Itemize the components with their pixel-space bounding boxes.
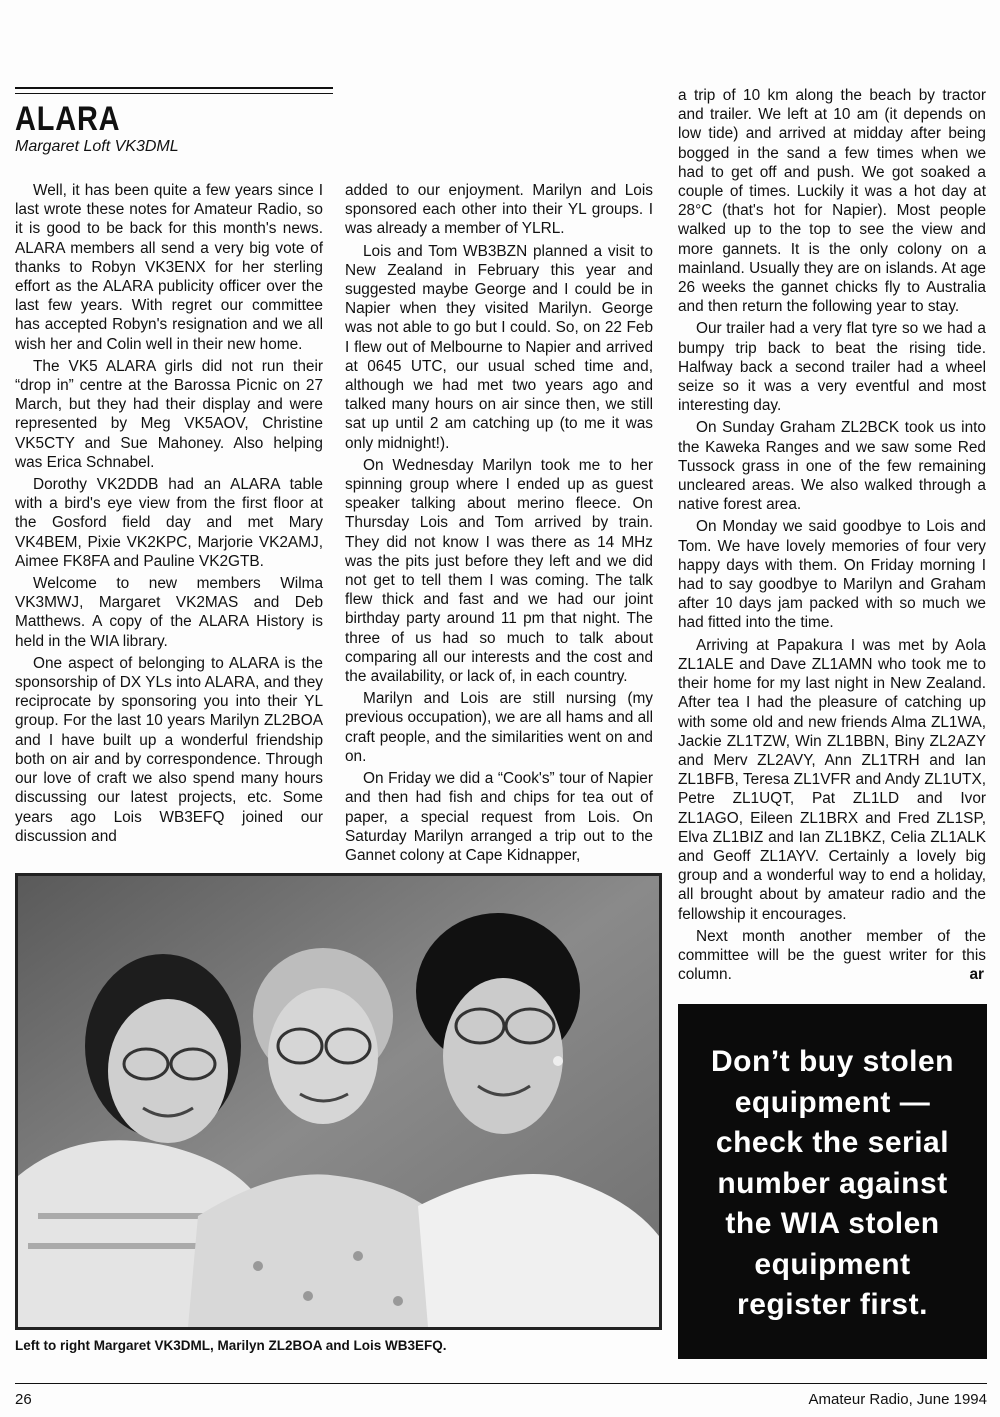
article-title: ALARA (15, 100, 121, 138)
header-rule (15, 87, 333, 89)
paragraph: Marilyn and Lois are still nursing (my previous occupation), we are all hams and all craft people, and the similarities went on and on. (345, 690, 653, 765)
paragraph: Well, it has been quite a few years since I last wrote these notes for Amateur Radio, so it is good to be back for this month's news. ALARA members all send a very big vote of thanks to Robyn VK3ENX for her sterling effort as the ALARA publicity officer over the last few years. With regret our committee has accepted Robyn's resignation and we all wish her and Colin well in their new home. (15, 182, 323, 353)
paragraph: On Monday we said goodbye to Lois and Tom. We have lovely memories of four very happy days with them. On Friday morning I had to say goodbye to Marilyn and Graham after 10 days jam packed with so much we had fitted into the time. (678, 518, 986, 632)
paragraph: On Wednesday Marilyn took me to her spinning group where I ended up as guest speaker talking about merino fleece. On Thursday Lois and Tom arrived by train. They did not know I was there as 14 MHz was the pits just before they left and we did not get to tell them I was coming. The talk flew thick and fast and we had our joint birthday party around 11 pm that night. The three of us had so much to talk about comparing all our interests and the cost and the availability, or lack of, in each country. (345, 456, 653, 686)
notice-line: check the serial (715, 1126, 950, 1159)
article-author: Margaret Loft VK3DML (15, 138, 179, 155)
notice-line: register first. (737, 1288, 928, 1321)
paragraph: On Sunday Graham ZL2BCK took us into the Kaweka Ranges and we saw some Red Tussock grass in one of the few remaining uncleared areas. We also walked through a native forest area. (678, 419, 986, 514)
paragraph: The VK5 ALARA girls did not run their “drop in” centre at the Barossa Picnic on 27 March, but they had their display and were represented by Meg VK5AOV, Christine VK5CTY and Sue Mahoney. Also helping was Erica Schnabel. (15, 357, 323, 471)
paragraph-final (678, 927, 986, 985)
article-column-1 (15, 181, 323, 849)
paragraph: Lois and Tom WB3BZN planned a visit to New Zealand in February this year and suggested maybe George and I could be in Napier when they visited Marilyn. George was not able to go but I could. So, on 22 Feb I flew out of Melbourne to Napier and arrived at 0645 UTC, our usual sched time and, although we had met two years ago and talked many hours on air since then, we still sat up until 2 am catching up (to me it was only midnight!). (345, 242, 653, 452)
notice-line: the WIA stolen (725, 1207, 940, 1240)
paragraph: On Friday we did a “Cook's” tour of Napier and then had fish and chips for tea out of paper, a special request from Lois. On Saturday Marilyn arranged a trip out to the Gannet colony at Cape Kidnapper, (345, 770, 653, 864)
end-mark: ar (969, 966, 984, 984)
paragraph: Arriving at Papakura I was met by Aola ZL1ALE and Dave ZL1AMN who took me to their home for my last night in New Zealand. After tea I had the pleasure of catching up with some old and new friends Alma ZL1WA, Jackie ZL1TZW, Win ZL1BBN, Biny ZL2AZY and Merv ZL2AVY, Ann ZL1TRH and Ian ZL1BFB, Teresa ZL1VFR and Andy ZL1UTX, Petre ZL1UQT, Pat ZL1LD and Ivor ZL1AGO, Eileen ZL1BRX and Fred ZL1SP, Elva ZL1BIZ and Ian ZL1BKZ, Celia ZL1ALK and Geoff ZL1AYV. Certainly a lovely big group and a wonderful way to end a holiday, all brought about by amateur radio and the fellowship it encourages. (678, 636, 986, 923)
photo-illustration (18, 876, 659, 1327)
paragraph: Welcome to new members Wilma VK3MWJ, Margaret VK2MAS and Deb Matthews. A copy of the ALARA History is held in the WIA library. (15, 575, 323, 650)
photo-caption: Left to right Margaret VK3DML, Marilyn ZL2BOA and Lois WB3EFQ. (15, 1338, 447, 1353)
article-column-3 (678, 86, 986, 987)
stolen-equipment-notice (678, 1004, 987, 1359)
footer-rule (15, 1383, 987, 1384)
publication-footer: Amateur Radio, June 1994 (808, 1391, 987, 1408)
photo-three-women (15, 873, 662, 1330)
paragraph: a trip of 10 km along the beach by tractor and trailer. We left at 10 am (it depends on low tide) and arrived at midday after being bogged in the sand a few times when we had to get off and push. We got soaked a couple of times. Luckily it was a hot day at 28°C (that's hot for Napier). Most people walked up to the top to see the view and more gannets. It is the only colony on a mainland. Usually they are on islands. At age 26 weeks the gannet chicks fly to Australia and then return the following year to stay. (678, 87, 986, 316)
paragraph: One aspect of belonging to ALARA is the sponsorship of DX YLs into ALARA, and they reciprocate by sponsoring you into their YL group. For the last 10 years Marilyn ZL2BOA and I have built up a wonderful friendship both on air and by correspondence. Through our love of craft we also spend many hours discussing our latest projects, etc. Some years ago Lois WB3EFQ joined our discussion and (15, 654, 323, 845)
header-rule-thin (15, 93, 333, 94)
notice-line: number against (717, 1166, 948, 1200)
page-number: 26 (15, 1391, 32, 1408)
notice-line: equipment — (734, 1085, 931, 1119)
notice-line: Don’t buy stolen (711, 1045, 954, 1078)
paragraph-text: Next month another member of the committee will be the guest writer for this column. (678, 927, 986, 984)
article-column-2 (345, 181, 653, 868)
paragraph: Dorothy VK2DDB had an ALARA table with a bird's eye view from the first floor at the Gosford field day and met Mary VK4BEM, Pixie VK2KPC, Marjorie VK2AMJ, Aimee FK8FA and Pauline VK2GTB. (15, 476, 323, 570)
paragraph: added to our enjoyment. Marilyn and Lois sponsored each other into their YL groups. I was already a member of YLRL. (345, 182, 653, 238)
notice-line: equipment (754, 1247, 911, 1281)
paragraph: Our trailer had a very flat tyre so we had a bumpy trip back to beat the rising tide. Halfway back a second trailer had a wheel seize so it was a very eventful and most interesting day. (678, 320, 986, 415)
